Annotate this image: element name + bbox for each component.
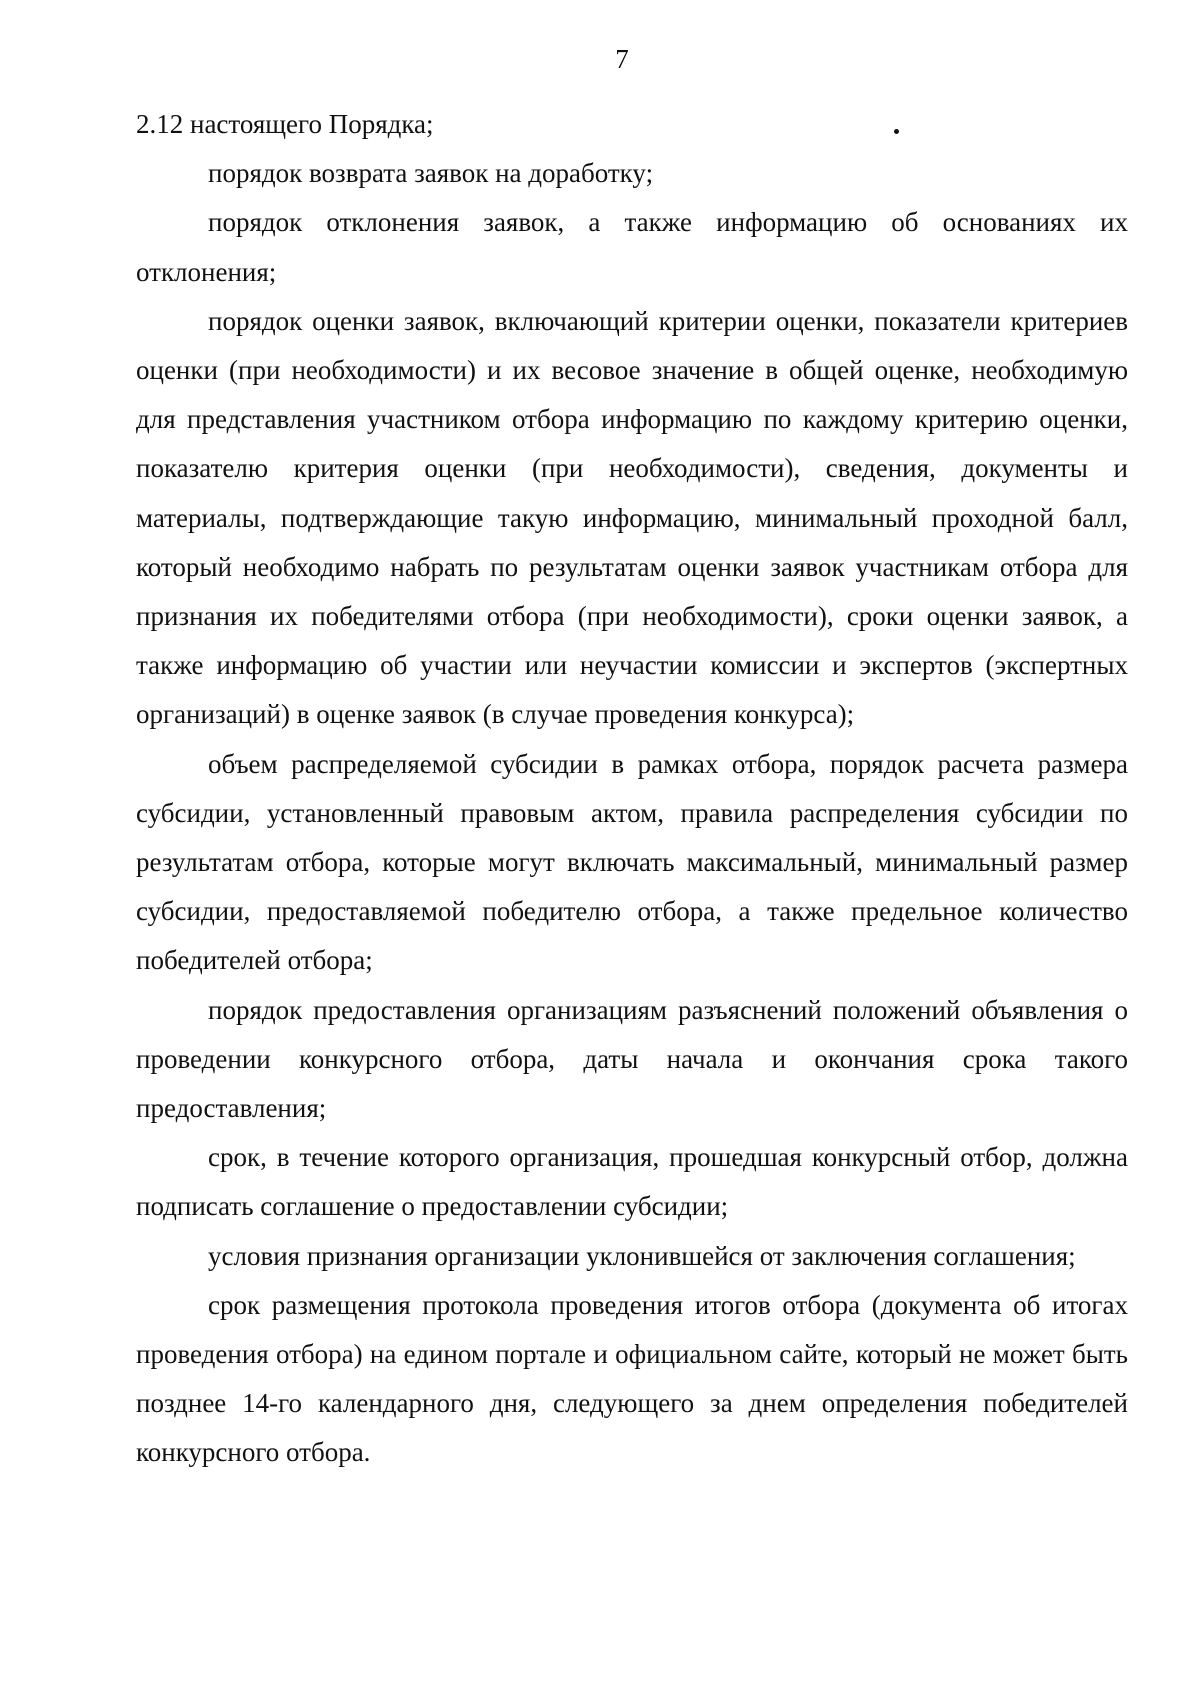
paragraph-evaluation-procedure: порядок оценки заявок, включающий критерии оценки, показатели критериев оценки (при необходимости) и их весовое значение в общей оценке, необходимую для представления участником отбора информацию по каждому критерию оценки, показателю критерия оценки (при необходимости), сведения, документы и материалы, подтверждающие такую информацию, минимальный проходной балл, который необходимо набрать по результатам оценки заявок участникам отбора для признания их победителями отбора (при необходимости), сроки оценки заявок, а также информацию об участии или неучастии комиссии и экспертов (экспертных организаций) в оценке заявок (в случае проведения конкурса);	[136, 305, 1128, 730]
paragraph-clarifications: порядок предоставления организациям разъяснений положений объявления о проведении конкурсного отбора, даты начала и окончания срока такого предоставления;	[136, 994, 1128, 1124]
page-number: 7	[615, 44, 629, 74]
paragraph-evasion-conditions: условия признания организации уклонившейся от заключения соглашения;	[208, 1240, 1076, 1271]
paragraph-rejection-procedure: порядок отклонения заявок, а также информацию об основаниях их отклонения;	[136, 207, 1128, 287]
paragraph-protocol-publication: срок размещения протокола проведения итогов отбора (документа об итогах проведения отбора) на едином портале и официальном сайте, который не может быть позднее 14-го календарного дня, следующего за днем определения победителей конкурсного отбора.	[136, 1289, 1128, 1468]
paragraph-continuation: 2.12 настоящего Порядка;	[136, 109, 434, 139]
document-body	[136, 100, 1128, 1478]
paragraph-return-procedure: порядок возврата заявок на доработку;	[208, 158, 654, 189]
paragraph-agreement-deadline: срок, в течение которого организация, прошедшая конкурсный отбор, должна подписать соглашение о предоставлении субсидии;	[136, 1142, 1128, 1222]
paragraph-subsidy-volume: объем распределяемой субсидии в рамках отбора, порядок расчета размера субсидии, установленный правовым актом, правила распределения субсидии по результатам отбора, которые могут включать максимальный, минимальный размер субсидии, предоставляемой победителю отбора, а также предельное количество победителей отбора;	[136, 748, 1128, 976]
